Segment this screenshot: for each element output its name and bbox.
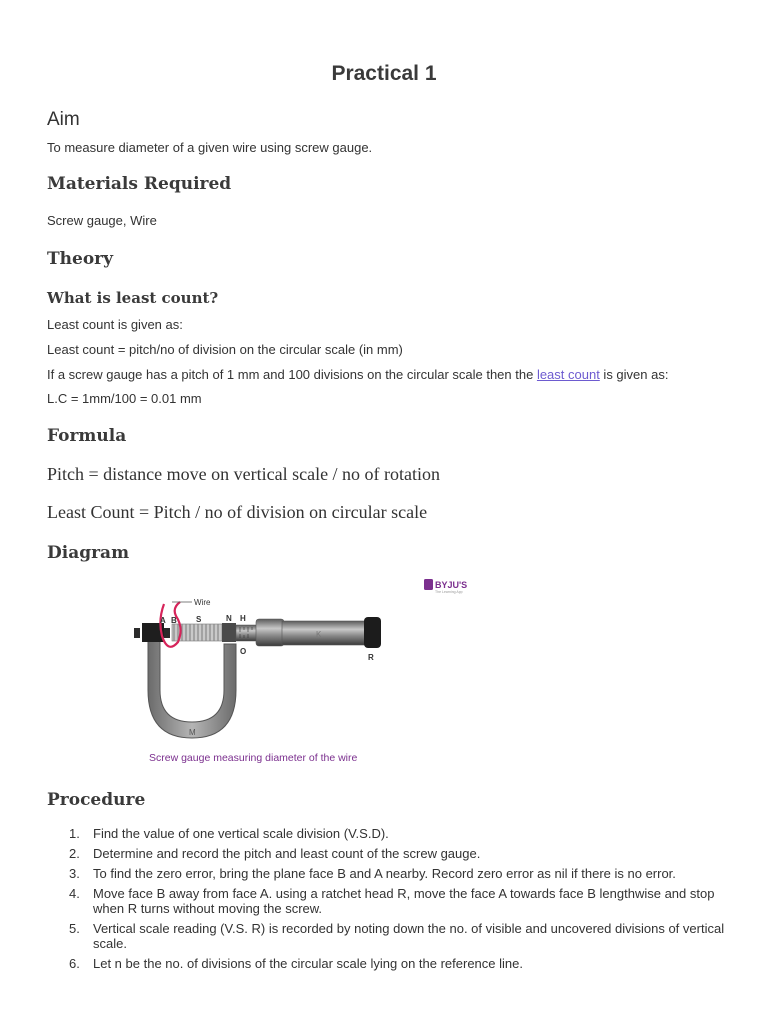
procedure-step [47,886,727,916]
step-text: Let n be the no. of divisions of the circular scale lying on the reference line. [93,956,523,971]
step-text: Move face B away from face A. using a ratchet head R, move the face A towards face B lengthwise and stop when R turns without moving the screw. [93,886,715,916]
label-k: K [316,630,322,639]
least-count-formula: Least Count = Pitch / no of division on circular scale [47,502,428,522]
page-title: Practical 1 [331,62,437,85]
byjus-logo [424,579,467,594]
label-b: B [171,616,177,625]
step-number: 3. [69,866,80,881]
step-number: 4. [69,886,80,901]
byjus-tagline: The Learning App [435,590,463,594]
theory-line-3-start: If a screw gauge has a pitch of 1 mm and 100 divisions on the circular scale then the [47,367,537,382]
materials-text: Screw gauge, Wire [47,213,157,228]
step-number: 1. [69,826,80,841]
procedure-step [47,921,727,951]
diagram-caption: Screw gauge measuring diameter of the wire [149,752,358,764]
sleeve-nut [222,623,236,642]
procedure-list [47,826,727,976]
label-a: A [160,616,166,625]
label-wire: Wire [194,598,211,607]
step-number: 5. [69,921,80,936]
thimble-body [282,621,366,645]
label-o: O [240,647,247,656]
aim-heading: Aim [47,109,80,130]
spindle-face [164,628,170,638]
theory-heading: Theory [47,249,113,269]
materials-heading: Materials Required [47,174,232,194]
procedure-step [47,826,727,841]
formula-heading: Formula [47,426,127,446]
label-h: H [240,614,246,623]
aim-text: To measure diameter of a given wire using screw gauge. [47,140,373,155]
theory-line-3-end: is given as: [599,367,669,382]
theory-line-2: Least count = pitch/no of division on the circular scale (in mm) [47,342,403,357]
procedure-step [47,846,727,861]
byjus-brand-text: BYJU'S [435,580,468,590]
main-scale-sleeve [236,625,258,641]
step-text: Determine and record the pitch and least count of the screw gauge. [93,846,481,861]
theory-line-3 [47,367,668,382]
procedure-step [47,956,727,971]
byjus-logo-mark [424,579,433,590]
theory-line-4: L.C = 1mm/100 = 0.01 mm [47,391,202,406]
pitch-formula: Pitch = distance move on vertical scale / no of rotation [47,464,441,484]
label-r: R [368,653,374,662]
least-count-link[interactable]: least count [536,367,600,382]
label-m: M [189,728,196,737]
ratchet-head [364,617,381,648]
procedure-heading: Procedure [47,790,146,810]
theory-line-1: Least count is given as: [47,317,183,332]
anvil-tip [134,628,140,638]
step-text: To find the zero error, bring the plane face B and A nearby. Record zero error as nil if there is no error. [93,866,676,881]
least-count-subheading: What is least count? [47,289,219,307]
circular-scale-thimble [256,619,284,646]
step-text: Vertical scale reading (V.S. R) is recorded by noting down the no. of visible and uncovered divisions of vertical scale. [93,921,725,951]
diagram-heading: Diagram [47,543,130,563]
label-n: N [226,614,232,623]
step-number: 6. [69,956,80,971]
screw-gauge-diagram [120,570,480,770]
step-number: 2. [69,846,80,861]
procedure-step [47,866,727,881]
label-s: S [196,615,202,624]
u-frame [148,635,236,738]
step-text: Find the value of one vertical scale division (V.S.D). [93,826,389,841]
